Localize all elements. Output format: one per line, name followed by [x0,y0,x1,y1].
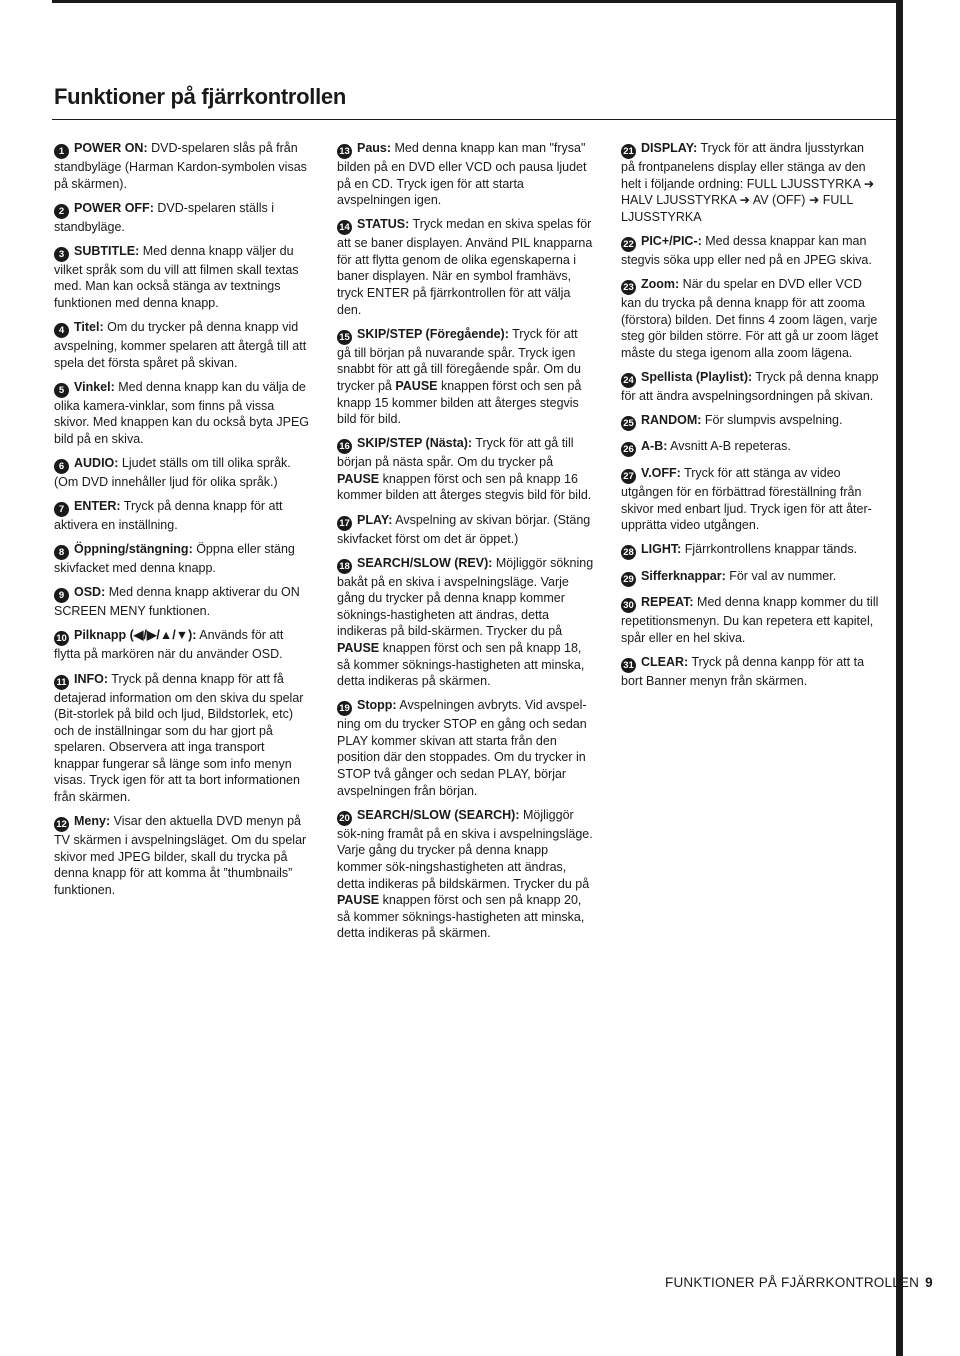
item-text: knappen först och sen på knapp 20, så kommer söknings-hastigheten att minska, detta indikeras på skärmen. [337,893,585,941]
item-text: Möjliggör sökning bakåt på en skiva i avspelningsläge. Varje gång du trycker på denna knapp kommer söknings-hastigheten att ändras, detta indikeras på bild-skärmen. Trycker du på [337,555,594,639]
item-label: Sifferknappar: [641,568,726,583]
item-29 [621,568,879,587]
item-label: SEARCH/SLOW (SEARCH): [357,807,520,822]
item-label: SEARCH/SLOW (REV): [357,555,493,570]
item-text: Tryck för att gå till början på nuvarande spår. Tryck igen snabbt för att gå till föregående spår. Om du trycker på [337,326,581,393]
item-6 [54,455,312,491]
number-badge: 13 [337,144,352,159]
item-3 [54,243,312,312]
item-17 [337,512,595,548]
item-15 [337,326,595,428]
item-label: POWER OFF: [74,200,154,215]
number-badge: 3 [54,247,69,262]
item-label: Meny: [74,814,111,829]
item-label: DISPLAY: [641,141,698,155]
item-label: Öppning/stängning: [74,542,193,557]
item-label: INFO: [74,671,109,686]
number-badge: 6 [54,459,69,474]
item-text: Tryck för att stänga av video utgången för en förbättrad föreställning från skivor med enbart ljud. Tryck igen för att åter-upprätta video utgången. [621,465,872,533]
item-label: PLAY: [357,512,393,527]
pause-keyword: PAUSE [337,471,380,486]
right-margin-bar [896,0,903,1356]
item-text: Med dessa knappar kan man stegvis söka upp eller ned på en JPEG skiva. [621,233,872,267]
item-text: Tryck för att gå till början på nästa spår. Om du trycker på [337,436,574,470]
item-text: knappen först och sen på knapp 16 kommer bilden att återges stegvis bild för bild. [337,471,592,503]
item-text: Med denna knapp kan du välja de olika kamera-vinklar, som finns på vissa skivor. Med knappen kan du också byta JPEG bild på en skiva. [54,379,309,446]
item-8 [54,541,312,577]
number-badge: 27 [621,469,636,484]
item-text: Avspelningen avbryts. Vid avspel-ning om du trycker STOP en gång och sedan PLAY kommer skivan att starta från den position där den stoppades. Om du trycker in STOP två gånger och sedan PLAY, börjar avspelningen från början. [337,698,587,798]
number-badge: 4 [54,323,69,338]
title-divider [52,119,897,120]
number-badge: 19 [337,701,352,716]
number-badge: 24 [621,373,636,388]
pause-keyword: PAUSE [337,640,380,655]
number-badge: 31 [621,658,636,673]
item-13 [337,140,595,209]
item-text: knappen först och sen på knapp 15 kommer bilden att återges stegvis bild för bild. [337,378,582,427]
item-label: Stopp: [357,698,397,713]
item-label: SKIP/STEP (Föregående): [357,326,509,341]
item-label: Vinkel: [74,379,115,394]
item-2 [54,200,312,236]
column-1 [54,140,312,906]
number-badge: 28 [621,545,636,560]
item-text: knappen först och sen på knapp 18, så kommer söknings-hastigheten att minska, detta indikeras på skärmen. [337,640,585,689]
number-badge: 29 [621,572,636,587]
item-26 [621,438,879,457]
number-badge: 5 [54,383,69,398]
item-label: AUDIO: [74,456,119,471]
item-label: SKIP/STEP (Nästa): [357,436,473,451]
number-badge: 1 [54,144,69,159]
item-label: OSD: [74,585,106,600]
item-text: Ljudet ställs om till olika språk. (Om DVD innehåller ljud för olika språk.) [54,456,291,490]
item-7 [54,498,312,534]
top-rule [52,0,903,3]
item-text: Används för att flytta på markören när du använder OSD. [54,628,284,662]
item-text: För slumpvis avspelning. [701,412,843,427]
number-badge: 9 [54,588,69,603]
number-badge: 26 [621,442,636,457]
item-label: ENTER: [74,499,121,514]
item-text: Tryck på denna knapp för att ändra avspelningsordningen på skivan. [621,369,879,403]
item-text: Med denna knapp kommer du till repetitionsmenyn. Du kan repetera ett kapitel, spår eller en hel skiva. [621,595,879,645]
item-text: För val av nummer. [725,568,837,583]
page-footer [665,1275,933,1290]
item-label: A-B: [641,439,668,454]
item-21 [621,140,879,225]
page-number: 9 [925,1275,933,1290]
item-text: Tryck på denna kanpp för att ta bort Banner menyn från skärmen. [621,654,865,688]
item-label: POWER ON: [74,141,148,155]
item-1 [54,140,312,192]
number-badge: 25 [621,416,636,431]
number-badge: 2 [54,204,69,219]
item-text: Fjärrkontrollens knappar tänds. [681,542,858,557]
item-16 [337,435,595,504]
item-text: Tryck medan en skiva spelas för att se baner displayen. Använd PIL knapparna för att flytta genom de olika egenskaperna i baner displayen. När en symbol framhävs, tryck ENTER på fjärrkontrollen för att välja den. [337,217,593,317]
item-11 [54,671,312,806]
item-10 [54,627,312,663]
item-label: V.OFF: [641,465,681,480]
item-text: Om du trycker på denna knapp vid avspelning, kommer spelaren att återgå till att spela det första spåret på skivan. [54,320,307,370]
item-27 [621,465,879,534]
column-3 [621,140,879,697]
item-text: Med denna knapp väljer du vilket språk som du vill att filmen skall textas med. Man kan också stänga av textnings funktionen med denna knapp. [54,243,299,310]
item-5 [54,379,312,448]
item-9 [54,584,312,620]
item-label: Zoom: [641,276,680,291]
number-badge: 17 [337,516,352,531]
number-badge: 15 [337,330,352,345]
item-text: Med denna knapp kan man "frysa" bilden på en DVD eller VCD och pausa ljudet på en CD. Tryck igen för att starta avspelningen igen. [337,141,587,208]
item-label: Pilknapp (◀/▶/▲/▼): [74,628,197,643]
item-25 [621,412,879,431]
number-badge: 22 [621,237,636,252]
number-badge: 23 [621,280,636,295]
item-18 [337,555,595,690]
item-30 [621,594,879,646]
column-2 [337,140,595,949]
item-text: Möjliggör sök-ning framåt på en skiva i avspelningsläge. Varje gång du trycker på denna knapp kommer sök-ningshastigheten att ändras, detta indikeras på bildskärmen. Trycker du på [337,807,593,891]
item-4 [54,319,312,371]
item-text: Med denna knapp aktiverar du ON SCREEN MENY funktionen. [54,585,300,619]
item-text: Tryck på denna knapp för att få detajerad information om den skiva du spelar (Bit-storlek på bild och ljud, Bildstorlek, etc) och de inställningar som du har gjort på spelaren. Observera att inga transport knappar fungerar så länge som info menyn visas. Tryck igen för att ta bort informationen från skärmen. [54,671,304,805]
item-text: Öppna eller stäng skivfacket med denna knapp. [54,542,295,576]
item-label: Paus: [357,141,392,155]
footer-section-title: FUNKTIONER PÅ FJÄRRKONTROLLEN [665,1275,920,1290]
pause-keyword: PAUSE [337,893,380,908]
page-title: Funktioner på fjärrkontrollen [54,84,346,109]
item-31 [621,654,879,690]
item-text: När du spelar en DVD eller VCD kan du trycka på denna knapp för att zooma (förstora) bilden. Det finns 4 zoom lägen, varje steg gör bilden större. För att gå ur zoom läget måste du stega igenom alla zoom lägena. [621,276,879,360]
number-badge: 12 [54,817,69,832]
item-label: SUBTITLE: [74,243,140,258]
item-label: LIGHT: [641,542,682,557]
number-badge: 30 [621,598,636,613]
item-label: RANDOM: [641,412,702,427]
item-label: STATUS: [357,217,410,232]
item-label: Spellista (Playlist): [641,369,753,384]
item-text: Avsnitt A-B repeteras. [667,439,791,454]
item-14 [337,216,595,318]
item-19 [337,697,595,799]
item-text: DVD-spelaren slås på från standbyläge (Harman Kardon-symbolen visas på skärmen). [54,141,307,191]
number-badge: 18 [337,559,352,574]
item-label: CLEAR: [641,654,689,669]
item-text: Avspelning av skivan börjar. (Stäng skivfacket först om det är öppet.) [337,512,591,546]
number-badge: 11 [54,675,69,690]
number-badge: 7 [54,502,69,517]
number-badge: 8 [54,545,69,560]
number-badge: 14 [337,220,352,235]
item-label: REPEAT: [641,595,694,610]
item-text: Tryck på denna knapp för att aktivera en inställning. [54,499,283,533]
item-label: Titel: [74,320,104,335]
item-12 [54,813,312,898]
number-badge: 21 [621,144,636,159]
item-24 [621,369,879,405]
number-badge: 16 [337,439,352,454]
item-text: Tryck för att ändra ljusstyrkan på frontpanelens display eller stänga av den helt i följande ordning: FULL LJUSSTYRKA ➜ HALV LJUSSTYRKA ➜ AV (OFF) ➜ FULL LJUSSTYRKA [621,141,875,224]
item-20 [337,807,595,942]
item-text: Visar den aktuella DVD menyn på TV skärmen i avspelningsläget. Om du spelar skivor med JPEG bilder, skall du trycka på denna knapp för att komma åt ”thumbnails” funktionen. [54,814,307,897]
item-22 [621,233,879,269]
item-text: DVD-spelaren ställs i standbyläge. [54,200,275,234]
item-23 [621,276,879,361]
item-28 [621,541,879,560]
number-badge: 10 [54,631,69,646]
number-badge: 20 [337,811,352,826]
pause-keyword: PAUSE [395,378,438,393]
item-label: PIC+/PIC-: [641,233,702,248]
